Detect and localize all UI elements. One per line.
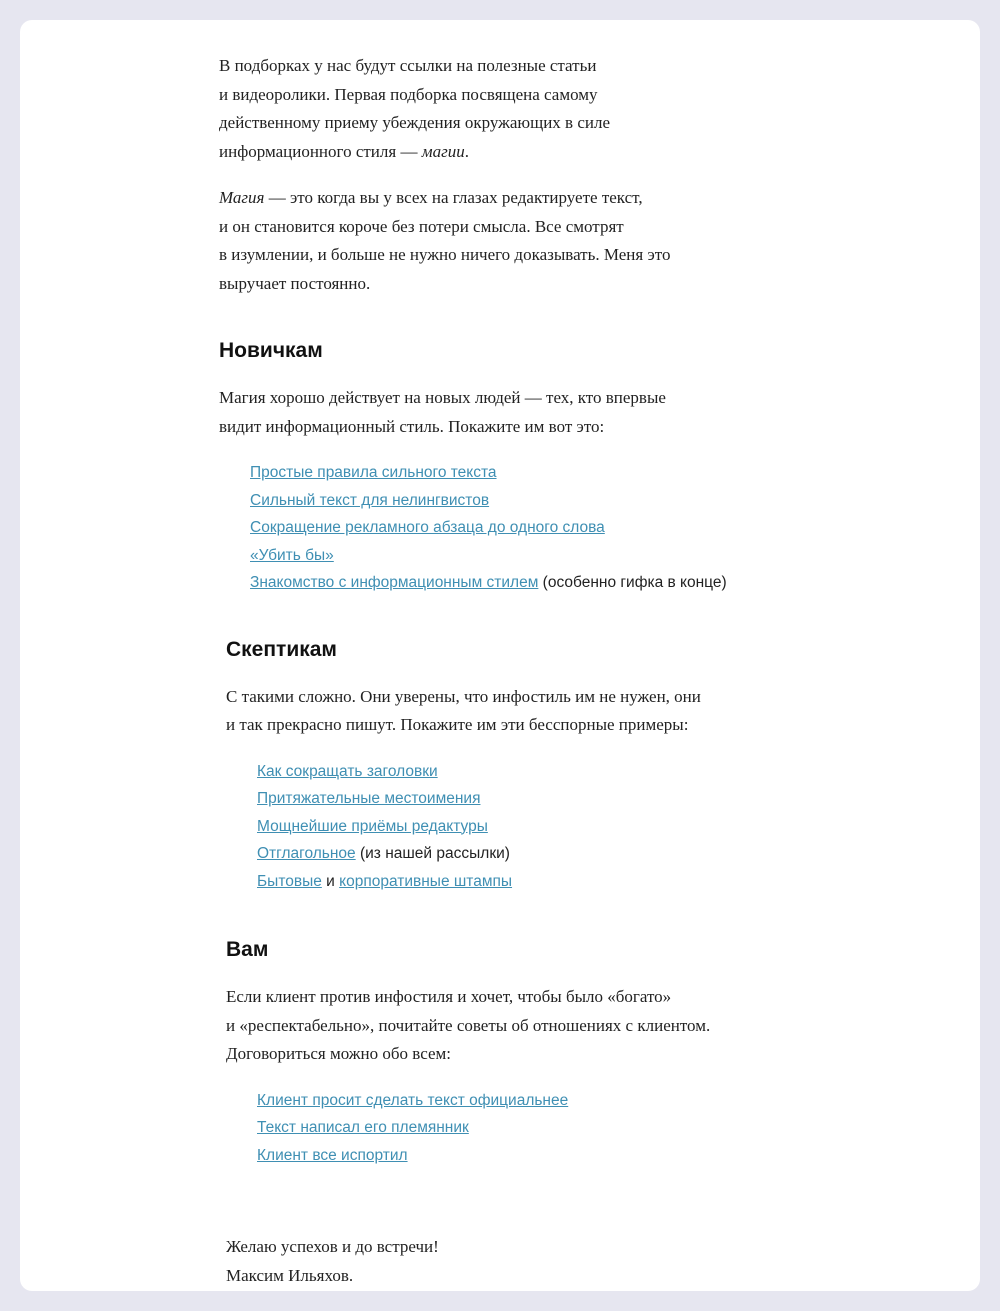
signoff-greeting: Желаю успехов и до встречи! <box>226 1237 439 1256</box>
section-text: Магия хорошо действует на новых людей — тех, кто впервые видит информационный стиль. Покажите им вот это: <box>219 388 666 436</box>
section-title: Скептикам <box>226 637 337 661</box>
article-link[interactable]: Простые правила сильного текста <box>250 464 497 481</box>
list-item <box>250 514 859 542</box>
signoff <box>226 1233 859 1290</box>
link-note: (из нашей рассылки) <box>355 845 510 862</box>
list-item <box>257 868 859 896</box>
link-connector: и <box>321 872 340 890</box>
article-link[interactable]: Отглагольное <box>257 845 356 862</box>
article-link[interactable]: Клиент просит сделать текст официальнее <box>257 1091 569 1109</box>
intro-paragraph-2: Магия — это когда вы у всех на глазах редактируете текст, и он становится короче без потери смысла. Все смотрят в изумлении, и больше не нужно ничего доказывать. Меня это выручает постоянно. <box>219 188 671 293</box>
list-item <box>257 758 859 786</box>
list-item <box>250 459 859 487</box>
article-link[interactable]: Как сокращать заголовки <box>257 762 438 780</box>
list-item <box>250 569 859 597</box>
list-item <box>257 1087 859 1115</box>
section-beginners <box>219 338 859 597</box>
article-link[interactable]: Клиент все испортил <box>257 1146 408 1164</box>
article-link[interactable]: «Убить бы» <box>250 546 334 564</box>
intro-paragraph-1: В подборках у нас будут ссылки на полезные статьи и видеоролики. Первая подборка посвящена самому действенному приему убеждения окружающих в силе информационного стиля — магии. <box>219 56 611 161</box>
section-text: Если клиент против инфостиля и хочет, чтобы было «богато» и «респектабельно», почитайте советы об отношениях с клиентом. Договориться можно обо всем: <box>226 987 711 1063</box>
list-item <box>250 542 859 570</box>
article-link[interactable]: Бытовые <box>257 872 322 890</box>
article-link[interactable]: Мощнейшие приёмы редактуры <box>257 817 488 835</box>
magic-term: Магия <box>219 188 265 207</box>
list-item <box>257 785 859 813</box>
section-you <box>226 937 859 1290</box>
list-item <box>257 1114 859 1142</box>
magic-term: магии <box>421 141 465 161</box>
section-title: Вам <box>226 938 269 961</box>
article-link[interactable]: Знакомство с информационным стилем <box>250 574 539 591</box>
list-item <box>250 487 859 515</box>
list-item <box>257 840 859 868</box>
list-item <box>257 1142 859 1170</box>
article-link[interactable]: корпоративные штампы <box>339 872 513 890</box>
section-title: Новичкам <box>219 339 323 362</box>
section-skeptics <box>226 637 859 896</box>
link-list <box>257 1087 859 1170</box>
signoff-author: Максим Ильяхов. <box>226 1265 354 1285</box>
article-link[interactable]: Притяжательные местоимения <box>257 790 481 807</box>
link-list <box>257 758 859 896</box>
link-note: (особенно гифка в конце) <box>538 574 727 591</box>
article-link[interactable]: Сокращение рекламного абзаца до одного слова <box>250 519 605 536</box>
email-card <box>20 20 980 1291</box>
list-item <box>257 813 859 841</box>
link-list <box>250 459 859 597</box>
email-body <box>219 52 859 1291</box>
article-link[interactable]: Текст написал его племянник <box>257 1119 469 1136</box>
article-link[interactable]: Сильный текст для нелингвистов <box>250 491 490 509</box>
section-text: С такими сложно. Они уверены, что инфостиль им не нужен, они и так прекрасно пишут. Покажите им эти бесспорные примеры: <box>226 686 701 734</box>
